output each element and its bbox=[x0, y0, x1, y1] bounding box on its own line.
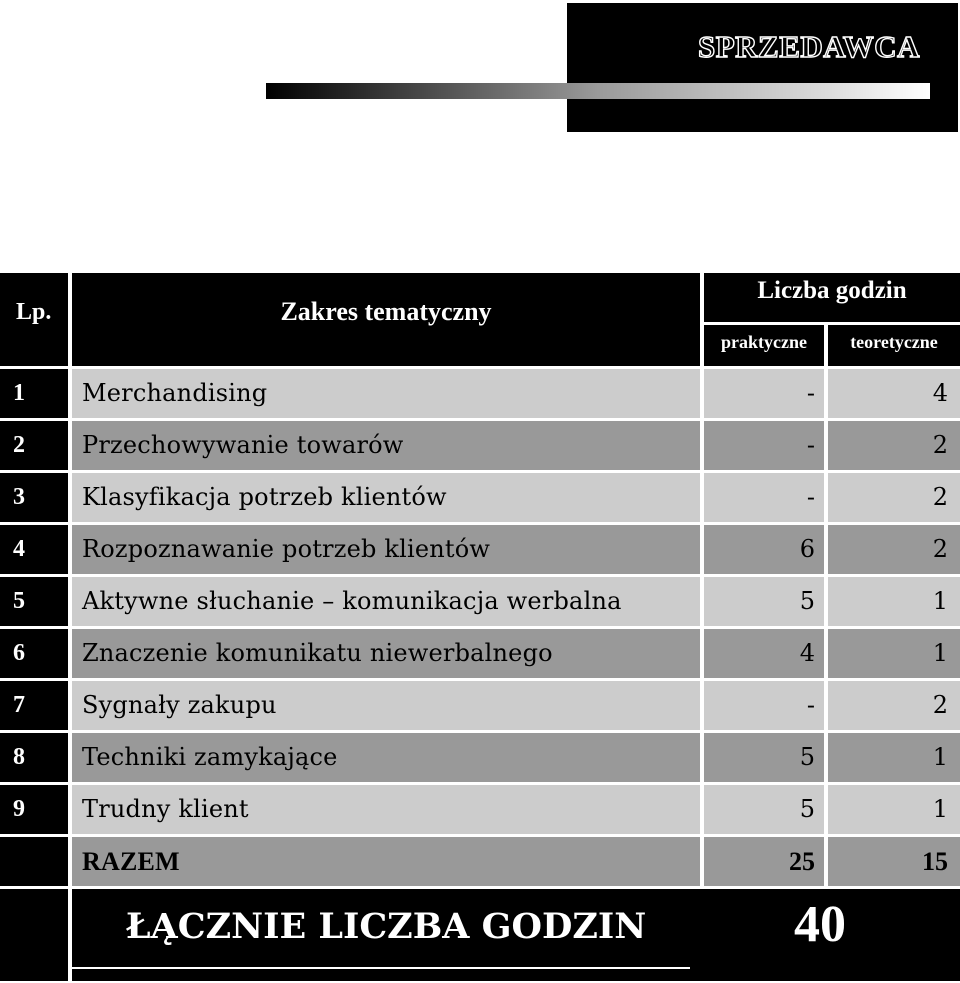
row-teoretyczne: 1 bbox=[932, 743, 948, 771]
row-body bbox=[72, 837, 960, 886]
header-zakres: Zakres tematyczny bbox=[280, 297, 492, 326]
row-praktyczne: - bbox=[806, 431, 815, 459]
row-topic: Rozpoznawanie potrzeb klientów bbox=[82, 535, 491, 563]
row-topic: Sygnały zakupu bbox=[82, 691, 277, 719]
row-praktyczne: 6 bbox=[799, 535, 815, 563]
row-body bbox=[72, 577, 960, 626]
row-teoretyczne: 1 bbox=[932, 587, 948, 615]
row-praktyczne: - bbox=[806, 483, 815, 511]
row-lp: 7 bbox=[0, 681, 68, 730]
header-box bbox=[567, 3, 958, 132]
table-row bbox=[0, 730, 960, 782]
total-underline bbox=[72, 967, 690, 969]
row-lp: 4 bbox=[0, 525, 68, 574]
total-row bbox=[0, 886, 960, 981]
table-body bbox=[0, 366, 960, 886]
row-lp: 8 bbox=[0, 733, 68, 782]
row-praktyczne: 5 bbox=[799, 743, 815, 771]
table-row bbox=[0, 418, 960, 470]
header-liczba-godzin: Liczba godzin bbox=[757, 277, 907, 304]
total-label: ŁĄCZNIE LICZBA GODZIN bbox=[125, 906, 647, 947]
row-teoretyczne: 1 bbox=[932, 795, 948, 823]
row-lp: 2 bbox=[0, 421, 68, 470]
row-teoretyczne: 2 bbox=[932, 483, 948, 511]
row-body bbox=[72, 629, 960, 678]
gradient-bar bbox=[266, 83, 930, 99]
row-body bbox=[72, 785, 960, 834]
row-topic: Trudny klient bbox=[82, 795, 249, 823]
row-teoretyczne: 2 bbox=[932, 691, 948, 719]
row-body bbox=[72, 525, 960, 574]
table-row bbox=[0, 470, 960, 522]
razem-row bbox=[0, 834, 960, 886]
header-lp: Lp. bbox=[16, 299, 52, 325]
row-teoretyczne: 2 bbox=[932, 431, 948, 459]
row-topic: Przechowywanie towarów bbox=[82, 431, 404, 459]
row-teoretyczne: 1 bbox=[932, 639, 948, 667]
row-lp: 6 bbox=[0, 629, 68, 678]
header-hline bbox=[704, 322, 960, 325]
table-row bbox=[0, 366, 960, 418]
row-topic: Merchandising bbox=[82, 379, 268, 407]
row-praktyczne: - bbox=[806, 379, 815, 407]
row-praktyczne: 5 bbox=[799, 587, 815, 615]
row-lp: 3 bbox=[0, 473, 68, 522]
row-praktyczne: 4 bbox=[799, 639, 815, 667]
razem-teoretyczne: 15 bbox=[922, 847, 948, 876]
row-body bbox=[72, 473, 960, 522]
razem-label: RAZEM bbox=[82, 847, 180, 876]
row-body bbox=[72, 733, 960, 782]
row-topic: Techniki zamykające bbox=[82, 743, 338, 771]
header-teoretyczne: teoretyczne bbox=[850, 332, 938, 352]
table-row bbox=[0, 522, 960, 574]
razem-praktyczne: 25 bbox=[789, 847, 815, 876]
row-body bbox=[72, 421, 960, 470]
row-teoretyczne: 2 bbox=[932, 535, 948, 563]
table-row bbox=[0, 626, 960, 678]
table-header bbox=[0, 273, 960, 366]
header-praktyczne: praktyczne bbox=[721, 332, 807, 352]
row-body bbox=[72, 369, 960, 418]
razem-lp-cell bbox=[0, 837, 68, 886]
row-topic: Klasyfikacja potrzeb klientów bbox=[82, 483, 447, 511]
row-praktyczne: - bbox=[806, 691, 815, 719]
row-teoretyczne: 4 bbox=[932, 379, 948, 407]
table-row bbox=[0, 782, 960, 834]
row-topic: Znaczenie komunikatu niewerbalnego bbox=[82, 639, 553, 667]
row-lp: 9 bbox=[0, 785, 68, 834]
table-row bbox=[0, 678, 960, 730]
row-body bbox=[72, 681, 960, 730]
row-praktyczne: 5 bbox=[799, 795, 815, 823]
row-lp: 1 bbox=[0, 369, 68, 418]
page-title: SPRZEDAWCA bbox=[697, 29, 920, 64]
table-row bbox=[0, 574, 960, 626]
row-lp: 5 bbox=[0, 577, 68, 626]
hours-table bbox=[0, 273, 960, 981]
row-topic: Aktywne słuchanie – komunikacja werbalna bbox=[82, 587, 622, 615]
total-value: 40 bbox=[794, 896, 846, 953]
